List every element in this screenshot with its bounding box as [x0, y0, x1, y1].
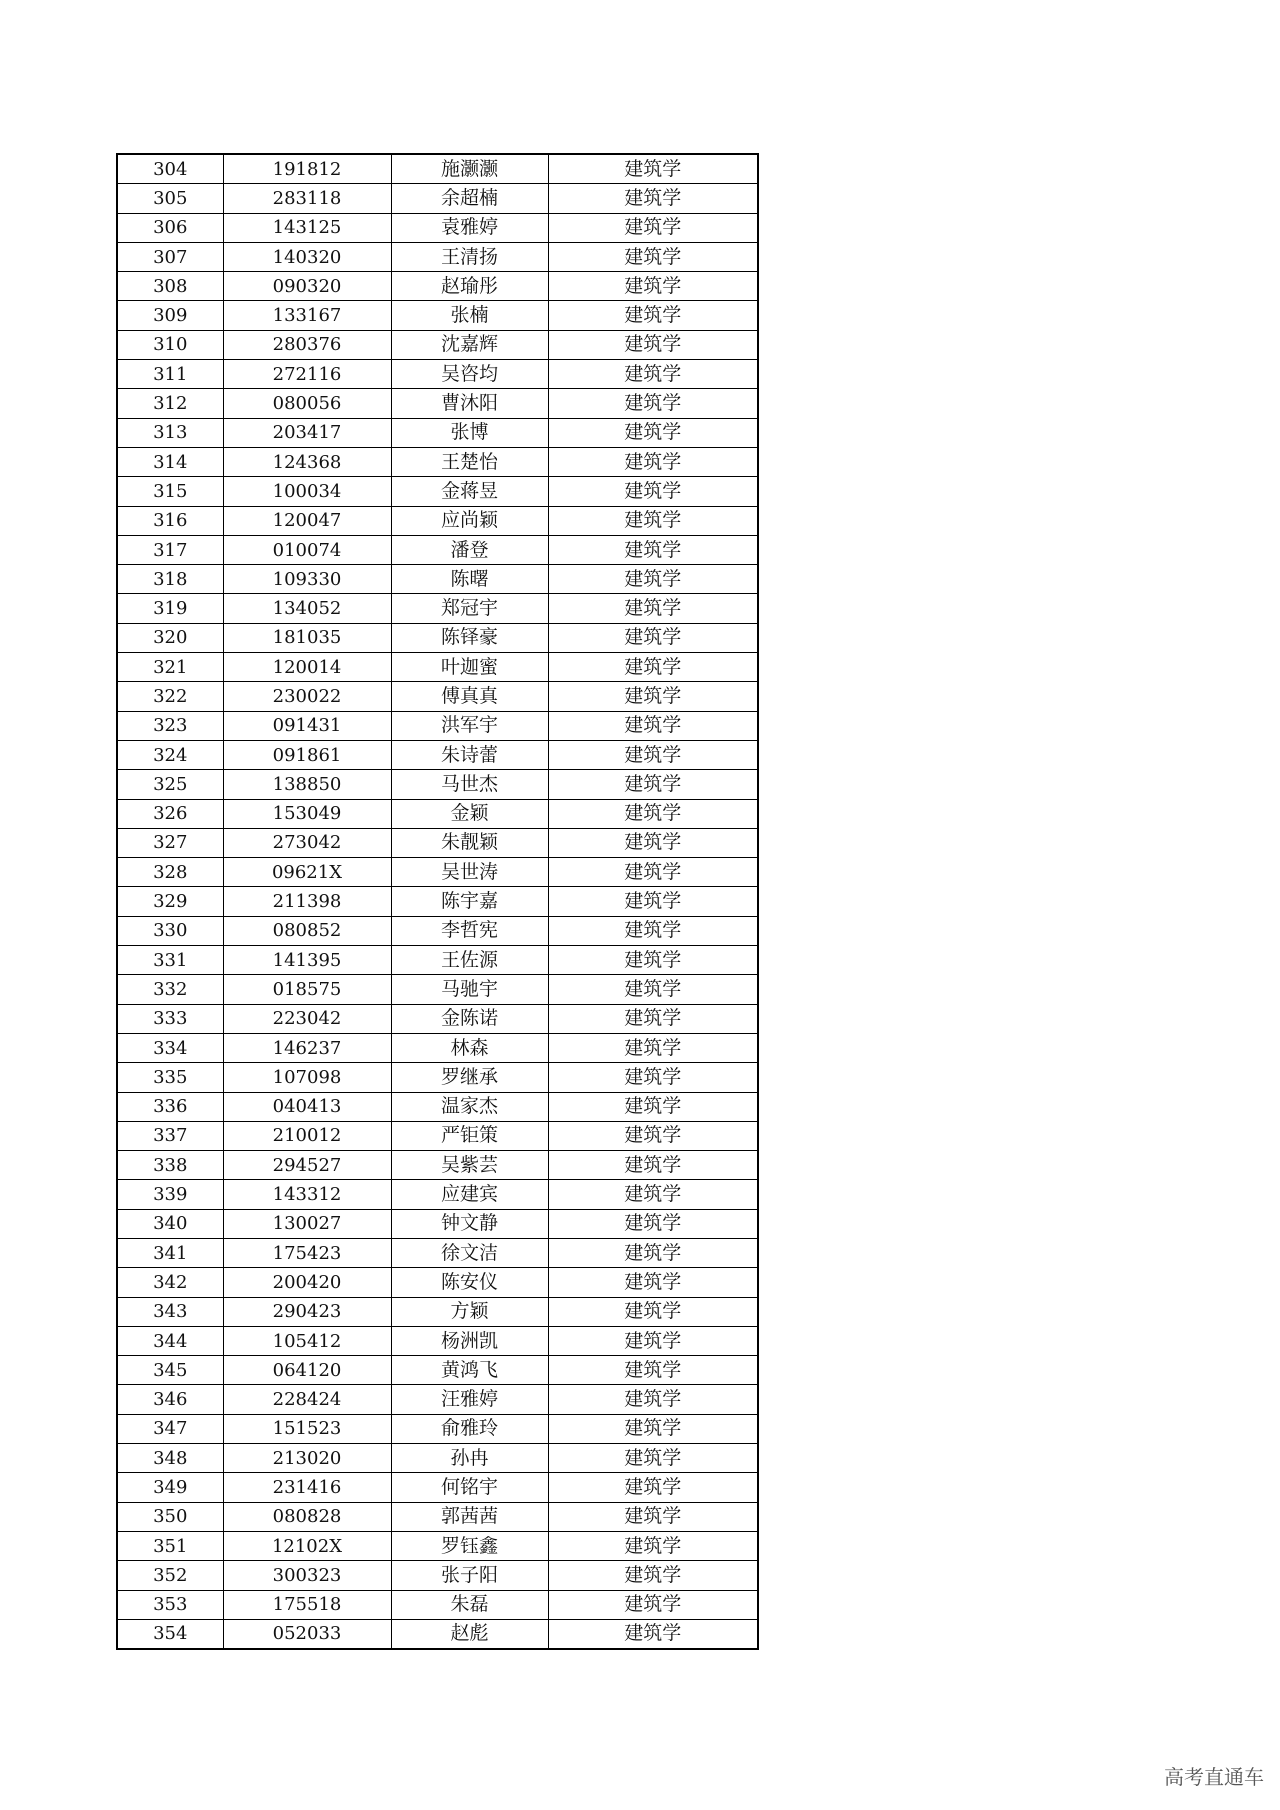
table-row	[117, 565, 758, 594]
major-cell: 建筑学	[548, 360, 758, 389]
name-cell: 叶迦蜜	[391, 653, 548, 682]
seq-cell: 331	[117, 946, 223, 975]
name-cell: 赵彪	[391, 1619, 548, 1649]
name-cell: 吴咨均	[391, 360, 548, 389]
id-cell: 140320	[223, 242, 391, 271]
seq-cell: 345	[117, 1356, 223, 1385]
seq-cell: 313	[117, 418, 223, 447]
table-row	[117, 389, 758, 418]
seq-cell: 327	[117, 828, 223, 857]
name-cell: 应尚颖	[391, 506, 548, 535]
id-cell: 090320	[223, 272, 391, 301]
name-cell: 傅真真	[391, 682, 548, 711]
seq-cell: 333	[117, 1004, 223, 1033]
id-cell: 230022	[223, 682, 391, 711]
major-cell: 建筑学	[548, 477, 758, 506]
seq-cell: 316	[117, 506, 223, 535]
table-row	[117, 1531, 758, 1560]
seq-cell: 309	[117, 301, 223, 330]
major-cell: 建筑学	[548, 1121, 758, 1150]
major-cell: 建筑学	[548, 1063, 758, 1092]
name-cell: 沈嘉辉	[391, 330, 548, 359]
seq-cell: 340	[117, 1209, 223, 1238]
seq-cell: 308	[117, 272, 223, 301]
name-cell: 曹沐阳	[391, 389, 548, 418]
table-row	[117, 916, 758, 945]
major-cell: 建筑学	[548, 1209, 758, 1238]
seq-cell: 329	[117, 887, 223, 916]
seq-cell: 324	[117, 740, 223, 769]
major-cell: 建筑学	[548, 1473, 758, 1502]
major-cell: 建筑学	[548, 506, 758, 535]
table-row	[117, 740, 758, 769]
id-cell: 109330	[223, 565, 391, 594]
seq-cell: 336	[117, 1092, 223, 1121]
table-row	[117, 1561, 758, 1590]
id-cell: 203417	[223, 418, 391, 447]
major-cell: 建筑学	[548, 213, 758, 242]
name-cell: 张博	[391, 418, 548, 447]
seq-cell: 314	[117, 447, 223, 476]
seq-cell: 326	[117, 799, 223, 828]
table-row	[117, 623, 758, 652]
major-cell: 建筑学	[548, 272, 758, 301]
seq-cell: 353	[117, 1590, 223, 1619]
table-row	[117, 887, 758, 916]
major-cell: 建筑学	[548, 1033, 758, 1062]
id-cell: 272116	[223, 360, 391, 389]
major-cell: 建筑学	[548, 887, 758, 916]
name-cell: 马世杰	[391, 770, 548, 799]
major-cell: 建筑学	[548, 1561, 758, 1590]
major-cell: 建筑学	[548, 1385, 758, 1414]
table-row	[117, 360, 758, 389]
seq-cell: 320	[117, 623, 223, 652]
seq-cell: 347	[117, 1414, 223, 1443]
table-row	[117, 1033, 758, 1062]
id-cell: 231416	[223, 1473, 391, 1502]
table-row	[117, 1268, 758, 1297]
major-cell: 建筑学	[548, 770, 758, 799]
name-cell: 何铭宇	[391, 1473, 548, 1502]
table-row	[117, 184, 758, 213]
table-row	[117, 594, 758, 623]
name-cell: 俞雅玲	[391, 1414, 548, 1443]
id-cell: 018575	[223, 975, 391, 1004]
id-cell: 175423	[223, 1238, 391, 1267]
id-cell: 143312	[223, 1180, 391, 1209]
major-cell: 建筑学	[548, 1326, 758, 1355]
major-cell: 建筑学	[548, 565, 758, 594]
name-cell: 张子阳	[391, 1561, 548, 1590]
id-cell: 210012	[223, 1121, 391, 1150]
seq-cell: 350	[117, 1502, 223, 1531]
table-row	[117, 330, 758, 359]
id-cell: 294527	[223, 1151, 391, 1180]
id-cell: 080056	[223, 389, 391, 418]
name-cell: 张楠	[391, 301, 548, 330]
major-cell: 建筑学	[548, 418, 758, 447]
id-cell: 213020	[223, 1444, 391, 1473]
id-cell: 091431	[223, 711, 391, 740]
name-cell: 吴紫芸	[391, 1151, 548, 1180]
major-cell: 建筑学	[548, 623, 758, 652]
table-row	[117, 1414, 758, 1443]
name-cell: 朱靓颖	[391, 828, 548, 857]
id-cell: 175518	[223, 1590, 391, 1619]
name-cell: 钟文静	[391, 1209, 548, 1238]
id-cell: 064120	[223, 1356, 391, 1385]
name-cell: 陈安仪	[391, 1268, 548, 1297]
seq-cell: 312	[117, 389, 223, 418]
name-cell: 严钜策	[391, 1121, 548, 1150]
id-cell: 151523	[223, 1414, 391, 1443]
table-row	[117, 1473, 758, 1502]
id-cell: 211398	[223, 887, 391, 916]
major-cell: 建筑学	[548, 301, 758, 330]
id-cell: 130027	[223, 1209, 391, 1238]
table-row	[117, 653, 758, 682]
table-row	[117, 682, 758, 711]
table-row	[117, 1180, 758, 1209]
major-cell: 建筑学	[548, 1414, 758, 1443]
seq-cell: 328	[117, 858, 223, 887]
name-cell: 余超楠	[391, 184, 548, 213]
major-cell: 建筑学	[548, 1590, 758, 1619]
major-cell: 建筑学	[548, 1238, 758, 1267]
table-row	[117, 1590, 758, 1619]
major-cell: 建筑学	[548, 1297, 758, 1326]
table-row	[117, 506, 758, 535]
name-cell: 潘登	[391, 535, 548, 564]
table-row	[117, 770, 758, 799]
name-cell: 方颖	[391, 1297, 548, 1326]
table-row	[117, 1151, 758, 1180]
id-cell: 181035	[223, 623, 391, 652]
name-cell: 温家杰	[391, 1092, 548, 1121]
name-cell: 洪军宇	[391, 711, 548, 740]
seq-cell: 325	[117, 770, 223, 799]
id-cell: 040413	[223, 1092, 391, 1121]
id-cell: 146237	[223, 1033, 391, 1062]
seq-cell: 307	[117, 242, 223, 271]
major-cell: 建筑学	[548, 1356, 758, 1385]
id-cell: 100034	[223, 477, 391, 506]
id-cell: 120014	[223, 653, 391, 682]
seq-cell: 334	[117, 1033, 223, 1062]
table-row	[117, 535, 758, 564]
table-row	[117, 272, 758, 301]
id-cell: 223042	[223, 1004, 391, 1033]
name-cell: 袁雅婷	[391, 213, 548, 242]
seq-cell: 343	[117, 1297, 223, 1326]
seq-cell: 306	[117, 213, 223, 242]
table-row	[117, 477, 758, 506]
table-row	[117, 975, 758, 1004]
major-cell: 建筑学	[548, 154, 758, 184]
table-row	[117, 858, 758, 887]
major-cell: 建筑学	[548, 1151, 758, 1180]
major-cell: 建筑学	[548, 946, 758, 975]
id-cell: 107098	[223, 1063, 391, 1092]
table-row	[117, 1209, 758, 1238]
table-row	[117, 1619, 758, 1649]
table-row	[117, 946, 758, 975]
table-row	[117, 1356, 758, 1385]
seq-cell: 339	[117, 1180, 223, 1209]
table-row	[117, 1297, 758, 1326]
seq-cell: 354	[117, 1619, 223, 1649]
id-cell: 200420	[223, 1268, 391, 1297]
name-cell: 陈宇嘉	[391, 887, 548, 916]
name-cell: 黄鸿飞	[391, 1356, 548, 1385]
seq-cell: 344	[117, 1326, 223, 1355]
table-row	[117, 301, 758, 330]
seq-cell: 311	[117, 360, 223, 389]
name-cell: 林森	[391, 1033, 548, 1062]
id-cell: 010074	[223, 535, 391, 564]
id-cell: 080828	[223, 1502, 391, 1531]
id-cell: 09621X	[223, 858, 391, 887]
name-cell: 李哲宪	[391, 916, 548, 945]
id-cell: 105412	[223, 1326, 391, 1355]
seq-cell: 322	[117, 682, 223, 711]
seq-cell: 348	[117, 1444, 223, 1473]
name-cell: 王清扬	[391, 242, 548, 271]
id-cell: 283118	[223, 184, 391, 213]
seq-cell: 330	[117, 916, 223, 945]
seq-cell: 315	[117, 477, 223, 506]
seq-cell: 310	[117, 330, 223, 359]
major-cell: 建筑学	[548, 1619, 758, 1649]
seq-cell: 304	[117, 154, 223, 184]
seq-cell: 351	[117, 1531, 223, 1560]
name-cell: 吴世涛	[391, 858, 548, 887]
major-cell: 建筑学	[548, 828, 758, 857]
table-row	[117, 418, 758, 447]
major-cell: 建筑学	[548, 799, 758, 828]
name-cell: 朱磊	[391, 1590, 548, 1619]
seq-cell: 338	[117, 1151, 223, 1180]
id-cell: 120047	[223, 506, 391, 535]
id-cell: 290423	[223, 1297, 391, 1326]
admission-list-table	[116, 153, 759, 1650]
id-cell: 153049	[223, 799, 391, 828]
id-cell: 141395	[223, 946, 391, 975]
major-cell: 建筑学	[548, 858, 758, 887]
major-cell: 建筑学	[548, 1444, 758, 1473]
table-row	[117, 447, 758, 476]
major-cell: 建筑学	[548, 184, 758, 213]
major-cell: 建筑学	[548, 535, 758, 564]
id-cell: 080852	[223, 916, 391, 945]
name-cell: 汪雅婷	[391, 1385, 548, 1414]
major-cell: 建筑学	[548, 1268, 758, 1297]
name-cell: 杨洲凯	[391, 1326, 548, 1355]
name-cell: 金蒋昱	[391, 477, 548, 506]
seq-cell: 321	[117, 653, 223, 682]
name-cell: 马驰宇	[391, 975, 548, 1004]
seq-cell: 346	[117, 1385, 223, 1414]
id-cell: 138850	[223, 770, 391, 799]
major-cell: 建筑学	[548, 1502, 758, 1531]
seq-cell: 318	[117, 565, 223, 594]
table-row	[117, 1092, 758, 1121]
watermark-text: 高考直通车	[1164, 1765, 1264, 1789]
major-cell: 建筑学	[548, 389, 758, 418]
name-cell: 陈曙	[391, 565, 548, 594]
major-cell: 建筑学	[548, 594, 758, 623]
seq-cell: 337	[117, 1121, 223, 1150]
name-cell: 王楚怡	[391, 447, 548, 476]
name-cell: 金颖	[391, 799, 548, 828]
table-row	[117, 213, 758, 242]
name-cell: 朱诗蕾	[391, 740, 548, 769]
name-cell: 郑冠宇	[391, 594, 548, 623]
name-cell: 孙冉	[391, 1444, 548, 1473]
major-cell: 建筑学	[548, 682, 758, 711]
id-cell: 052033	[223, 1619, 391, 1649]
major-cell: 建筑学	[548, 447, 758, 476]
major-cell: 建筑学	[548, 330, 758, 359]
seq-cell: 317	[117, 535, 223, 564]
id-cell: 12102X	[223, 1531, 391, 1560]
id-cell: 191812	[223, 154, 391, 184]
name-cell: 王佐源	[391, 946, 548, 975]
seq-cell: 352	[117, 1561, 223, 1590]
id-cell: 124368	[223, 447, 391, 476]
table-row	[117, 1004, 758, 1033]
name-cell: 施灏灏	[391, 154, 548, 184]
table-row	[117, 242, 758, 271]
seq-cell: 332	[117, 975, 223, 1004]
seq-cell: 335	[117, 1063, 223, 1092]
seq-cell: 349	[117, 1473, 223, 1502]
id-cell: 228424	[223, 1385, 391, 1414]
table-row	[117, 154, 758, 184]
name-cell: 应建宾	[391, 1180, 548, 1209]
table-row	[117, 1238, 758, 1267]
table-row	[117, 828, 758, 857]
major-cell: 建筑学	[548, 1004, 758, 1033]
table-body	[117, 154, 758, 1649]
major-cell: 建筑学	[548, 1092, 758, 1121]
major-cell: 建筑学	[548, 916, 758, 945]
table-row	[117, 1326, 758, 1355]
table-row	[117, 1063, 758, 1092]
table-row	[117, 1121, 758, 1150]
name-cell: 罗继承	[391, 1063, 548, 1092]
name-cell: 陈铎豪	[391, 623, 548, 652]
name-cell: 金陈诺	[391, 1004, 548, 1033]
seq-cell: 305	[117, 184, 223, 213]
id-cell: 133167	[223, 301, 391, 330]
table-row	[117, 1385, 758, 1414]
seq-cell: 323	[117, 711, 223, 740]
id-cell: 300323	[223, 1561, 391, 1590]
major-cell: 建筑学	[548, 1180, 758, 1209]
table-row	[117, 1444, 758, 1473]
id-cell: 091861	[223, 740, 391, 769]
major-cell: 建筑学	[548, 242, 758, 271]
table-row	[117, 799, 758, 828]
id-cell: 143125	[223, 213, 391, 242]
seq-cell: 341	[117, 1238, 223, 1267]
major-cell: 建筑学	[548, 1531, 758, 1560]
major-cell: 建筑学	[548, 711, 758, 740]
id-cell: 280376	[223, 330, 391, 359]
major-cell: 建筑学	[548, 975, 758, 1004]
table-row	[117, 1502, 758, 1531]
name-cell: 罗钰鑫	[391, 1531, 548, 1560]
seq-cell: 342	[117, 1268, 223, 1297]
seq-cell: 319	[117, 594, 223, 623]
name-cell: 郭茜茜	[391, 1502, 548, 1531]
major-cell: 建筑学	[548, 653, 758, 682]
id-cell: 134052	[223, 594, 391, 623]
name-cell: 赵瑜彤	[391, 272, 548, 301]
table-row	[117, 711, 758, 740]
major-cell: 建筑学	[548, 740, 758, 769]
id-cell: 273042	[223, 828, 391, 857]
name-cell: 徐文洁	[391, 1238, 548, 1267]
